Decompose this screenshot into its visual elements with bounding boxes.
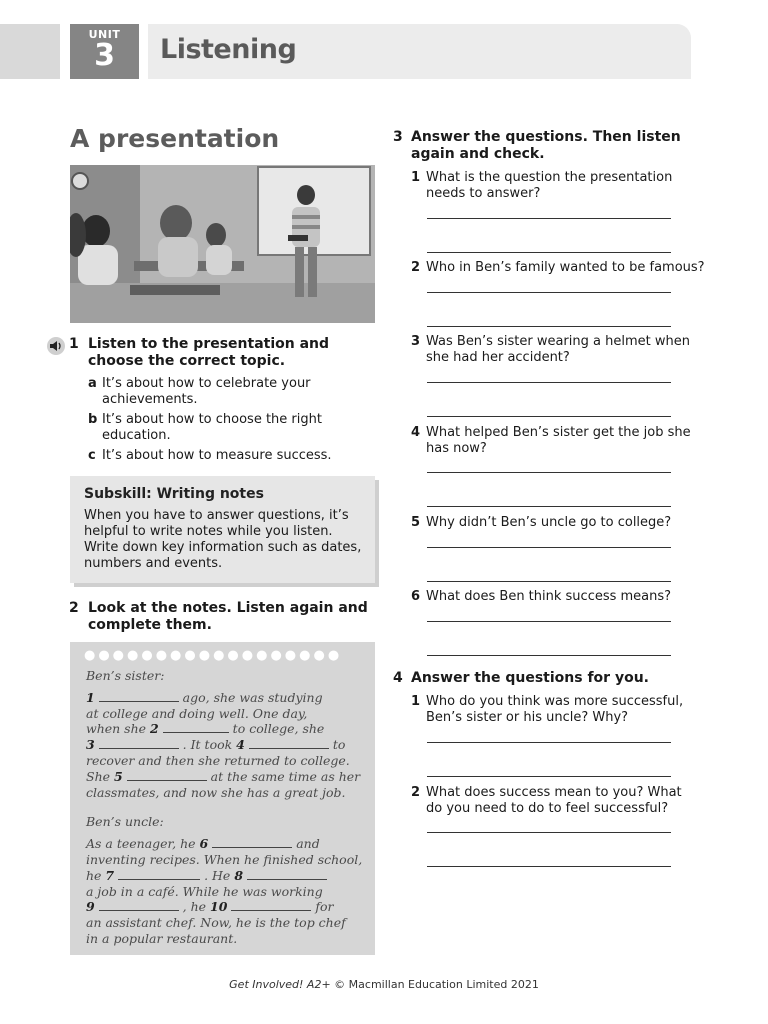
- gap-number: 8: [234, 867, 244, 883]
- answer-line[interactable]: [427, 581, 671, 582]
- gap-10-input[interactable]: [231, 900, 311, 911]
- option-letter: b: [88, 412, 98, 427]
- header-left-block: [0, 24, 60, 79]
- gap-number: 3: [86, 737, 95, 753]
- answer-line[interactable]: [427, 547, 671, 548]
- answer-line[interactable]: [427, 472, 671, 473]
- q3-item-2: [411, 260, 711, 276]
- notes-text: [86, 668, 371, 947]
- gap-9-input[interactable]: [99, 900, 179, 911]
- page-title: A presentation: [70, 124, 280, 153]
- item-text: Who do you think was more successful, Ben’s sister or his uncle? Why?: [426, 694, 684, 725]
- q3-item-5: [411, 515, 701, 531]
- q1-option-a[interactable]: [88, 376, 373, 408]
- gap-number: 4: [236, 737, 245, 753]
- answer-line[interactable]: [427, 655, 671, 656]
- header-bar: [148, 24, 691, 79]
- q3-item-1: [411, 170, 701, 202]
- notes-line: a job in a café. While he was working: [86, 883, 323, 899]
- notes-panel: [70, 642, 375, 955]
- answer-line[interactable]: [427, 252, 671, 253]
- question-2-number: 2: [69, 600, 79, 616]
- classroom-photo: [70, 165, 375, 323]
- item-text: What is the question the presentation needs to answer?: [426, 170, 673, 201]
- item-text: Why didn’t Ben’s uncle go to college?: [426, 515, 672, 530]
- option-text: It’s about how to choose the right education.: [102, 412, 322, 443]
- unit-badge: [70, 24, 139, 79]
- subskill-body: When you have to answer questions, it’s helpful to write notes while you listen. Write down key information such as dates, numbers and events.: [84, 508, 362, 571]
- item-number: 6: [411, 589, 421, 604]
- q1-option-c[interactable]: [88, 448, 373, 464]
- item-number: 5: [411, 515, 421, 530]
- q4-item-1: [411, 694, 701, 726]
- notes-line: when she: [86, 721, 151, 737]
- option-letter: a: [88, 376, 97, 391]
- gap-1-input[interactable]: [99, 691, 179, 702]
- question-4-text: Answer the questions for you.: [411, 670, 649, 686]
- audio-speaker-icon[interactable]: [46, 337, 66, 355]
- option-text: It’s about how to celebrate your achievements.: [102, 376, 311, 407]
- notes-line: and: [292, 836, 320, 852]
- item-number: 2: [411, 260, 421, 275]
- answer-line[interactable]: [427, 866, 671, 867]
- notes-line: . It took: [178, 737, 237, 753]
- item-text: What does Ben think success means?: [426, 589, 672, 604]
- gap-number: 5: [114, 768, 123, 784]
- answer-line[interactable]: [427, 416, 671, 417]
- answer-line[interactable]: [427, 292, 671, 293]
- notes-line: to: [328, 737, 346, 753]
- question-4-number: 4: [393, 670, 403, 686]
- item-text: Was Ben’s sister wearing a helmet when she had her accident?: [426, 334, 690, 365]
- answer-line[interactable]: [427, 218, 671, 219]
- item-text: Who in Ben’s family wanted to be famous?: [426, 260, 705, 275]
- sister-heading: Ben’s sister:: [86, 668, 165, 683]
- gap-number: 9: [86, 899, 95, 915]
- q4-item-2: [411, 785, 701, 817]
- notes-line: She: [86, 768, 114, 784]
- notes-line: classmates, and now she has a great job.: [86, 784, 346, 800]
- q3-item-4: [411, 425, 701, 457]
- gap-5-input[interactable]: [127, 770, 207, 781]
- answer-line[interactable]: [427, 382, 671, 383]
- item-text: What helped Ben’s sister get the job she has now?: [426, 425, 691, 456]
- notes-line: inventing recipes. When he finished school,: [86, 851, 363, 867]
- question-1-text: Listen to the presentation and choose the correct topic.: [88, 336, 330, 369]
- option-text: It’s about how to measure success.: [102, 448, 332, 463]
- notes-line: . He: [200, 867, 235, 883]
- item-number: 4: [411, 425, 421, 440]
- gap-4-input[interactable]: [249, 738, 329, 749]
- item-number: 1: [411, 694, 421, 709]
- answer-line[interactable]: [427, 621, 671, 622]
- item-number: 3: [411, 334, 421, 349]
- item-number: 1: [411, 170, 421, 185]
- option-letter: c: [88, 448, 96, 463]
- answer-line[interactable]: [427, 326, 671, 327]
- gap-number: 1: [86, 689, 95, 705]
- notepad-dots: ●●●●●●●●●●●●●●●●●●: [84, 648, 343, 663]
- notes-line: an assistant chef. Now, he is the top chef: [86, 915, 346, 931]
- notes-line: ago, she was studying: [178, 689, 323, 705]
- gap-7-input[interactable]: [118, 869, 200, 880]
- notes-line: in a popular restaurant.: [86, 930, 238, 946]
- question-3-text: Answer the questions. Then listen again and check.: [411, 129, 681, 162]
- notes-line: at the same time as her: [206, 768, 361, 784]
- section-title: Listening: [160, 34, 297, 65]
- answer-line[interactable]: [427, 742, 671, 743]
- answer-line[interactable]: [427, 506, 671, 507]
- unit-number: 3: [94, 38, 115, 73]
- unit-label: UNIT: [88, 28, 121, 41]
- gap-number: 10: [210, 899, 228, 915]
- q3-item-3: [411, 334, 701, 366]
- notes-line: he: [86, 867, 106, 883]
- notes-line: As a teenager, he: [86, 836, 200, 852]
- notes-line: recover and then she returned to college.: [86, 752, 350, 768]
- subskill-title: Subskill: Writing notes: [84, 486, 264, 502]
- answer-line[interactable]: [427, 832, 671, 833]
- question-2-text: Look at the notes. Listen again and complete them.: [88, 600, 368, 633]
- gap-number: 7: [105, 867, 115, 883]
- gap-number: 2: [150, 721, 159, 737]
- notes-line: for: [311, 899, 334, 915]
- gap-2-input[interactable]: [163, 722, 229, 733]
- footer-copyright-text: © Macmillan Education Limited 2021: [330, 978, 539, 991]
- item-text: What does success mean to you? What do you need to do to feel successful?: [426, 785, 682, 816]
- footer-book-title: Get Involved! A2+: [229, 978, 331, 991]
- q3-item-6: [411, 589, 701, 605]
- gap-3-input[interactable]: [99, 738, 179, 749]
- question-1-number: 1: [69, 336, 79, 352]
- gap-8-input[interactable]: [247, 869, 327, 880]
- uncle-heading: Ben’s uncle:: [86, 814, 164, 830]
- footer-copyright: [0, 978, 768, 991]
- question-3-number: 3: [393, 129, 403, 145]
- q1-option-b[interactable]: [88, 412, 373, 444]
- gap-number: 6: [199, 836, 209, 852]
- notes-line: at college and doing well. One day,: [86, 705, 308, 721]
- answer-line[interactable]: [427, 776, 671, 777]
- notes-line: to college, she: [228, 721, 325, 737]
- item-number: 2: [411, 785, 421, 800]
- notes-line: , he: [178, 899, 211, 915]
- subskill-box: [70, 476, 375, 583]
- gap-6-input[interactable]: [212, 837, 292, 848]
